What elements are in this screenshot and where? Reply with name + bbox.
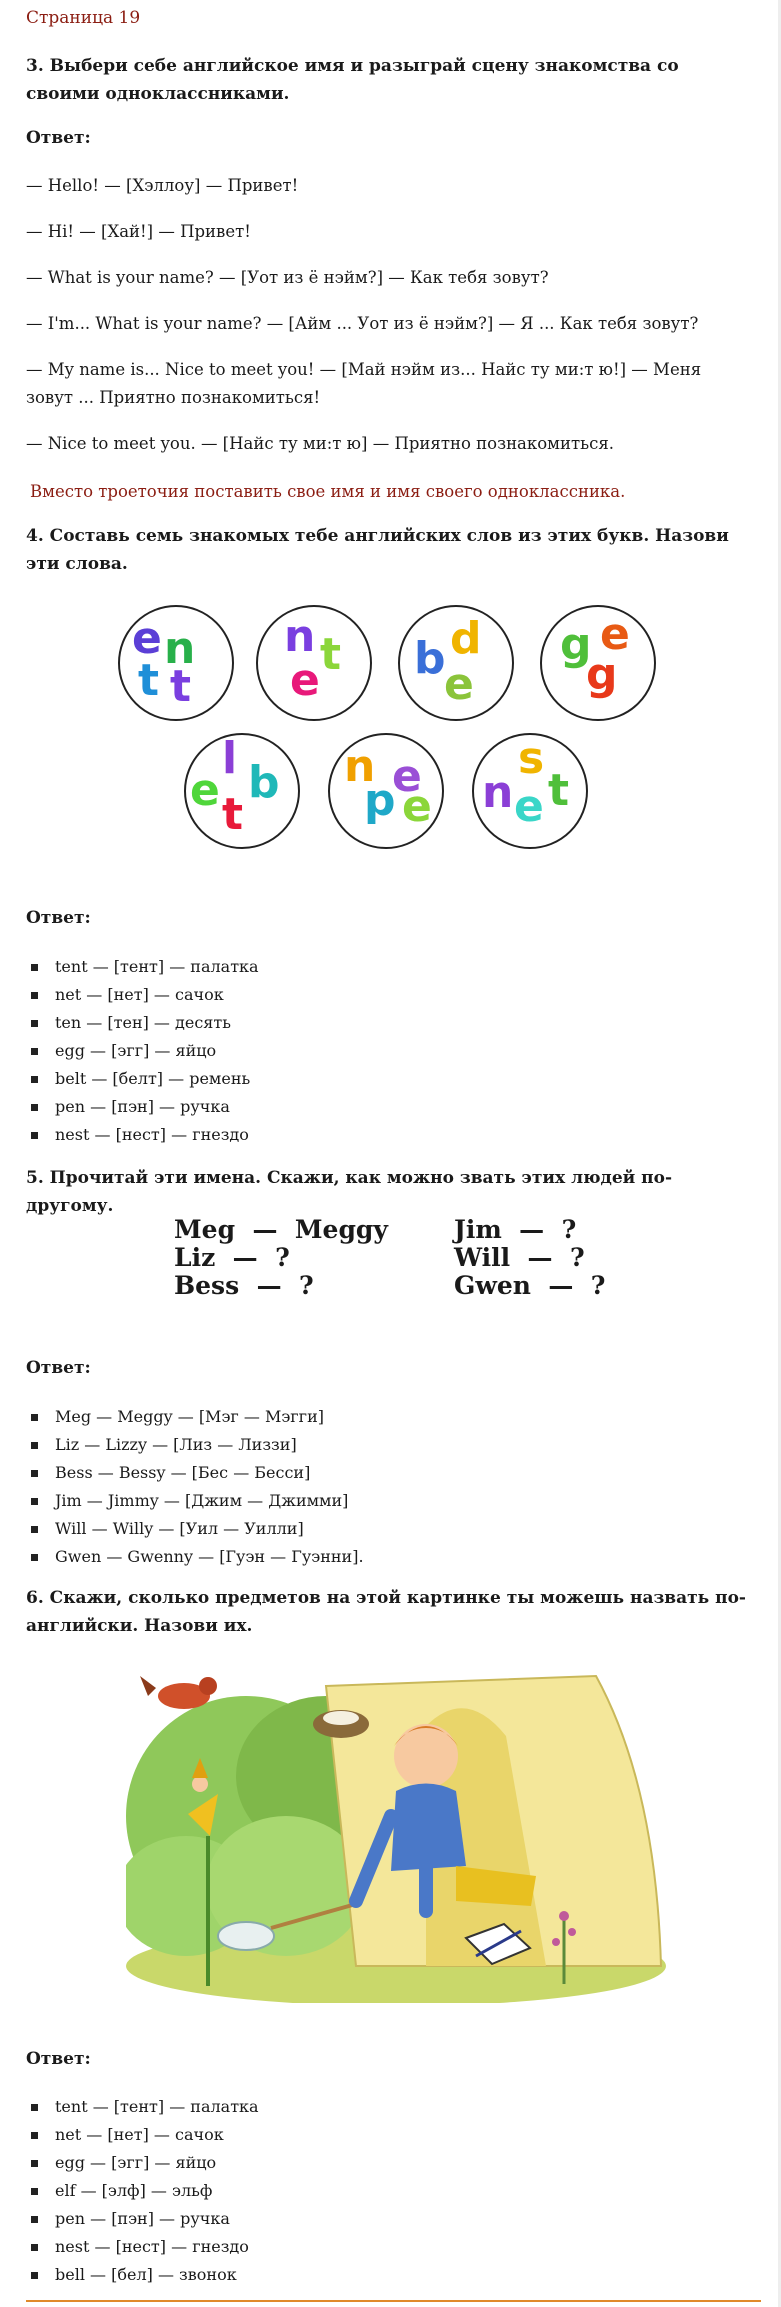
- task5-answer-label: Ответ:: [26, 1358, 91, 1378]
- letter: g: [560, 619, 592, 670]
- letter: n: [482, 767, 514, 818]
- name-pair: Will — ?: [454, 1243, 585, 1272]
- name-pair: Jim — ?: [454, 1215, 577, 1244]
- tent-scene-illustration: [126, 1666, 674, 2003]
- letter: e: [132, 613, 162, 664]
- names-left-column: [174, 1216, 388, 1300]
- list-item: egg — [эгг] — яйцо: [26, 2149, 259, 2177]
- task3-note: Вместо троеточия поставить свое имя и имя своего одноклассника.: [30, 482, 626, 501]
- letter: n: [164, 623, 196, 674]
- letter: e: [514, 781, 544, 832]
- task6-answer-list: [26, 2093, 259, 2289]
- page-label: Страница 19: [26, 8, 141, 28]
- list-item: tent — [тент] — палатка: [26, 953, 259, 981]
- task3-line-4: — I'm... What is your name? — [Айм ... Уот из ё нэйм?] — Я ... Как тебя зовут?: [26, 314, 699, 333]
- letter-bubble: [256, 605, 372, 721]
- letter: p: [364, 775, 396, 826]
- list-item: bell — [бел] — звонок: [26, 2261, 259, 2289]
- task3-line-6: — Nice to meet you. — [Найс ту ми:т ю] — Приятно познакомиться.: [26, 434, 614, 453]
- task4-answer-list: [26, 953, 259, 1149]
- name-pair: Liz — ?: [174, 1243, 290, 1272]
- list-item: ten — [тен] — десять: [26, 1009, 259, 1037]
- list-item: belt — [белт] — ремень: [26, 1065, 259, 1093]
- name-pair: Bess — ?: [174, 1271, 314, 1300]
- letter: t: [548, 765, 570, 816]
- task5-title: 5. Прочитай эти имена. Скажи, как можно звать этих людей по-другому.: [26, 1168, 673, 1216]
- letter-bubble: [184, 733, 300, 849]
- task5-answer-list: [26, 1403, 364, 1571]
- letter: e: [402, 781, 432, 832]
- names-right-column: [454, 1216, 605, 1300]
- letter: t: [320, 629, 342, 680]
- list-item: Gwen — Gwenny — [Гуэн — Гуэнни].: [26, 1543, 364, 1571]
- letter: l: [222, 733, 238, 784]
- nest-icon: [313, 1710, 369, 1738]
- list-item: Will — Willy — [Уил — Уилли]: [26, 1515, 364, 1543]
- task6-answer-label: Ответ:: [26, 2049, 91, 2069]
- name-pair: Meg — Meggy: [174, 1215, 388, 1244]
- task3-line-2: — Hi! — [Хай!] — Привет!: [26, 222, 251, 241]
- letter: b: [248, 757, 280, 808]
- list-item: Liz — Lizzy — [Лиз — Лиззи]: [26, 1431, 364, 1459]
- letter: e: [190, 765, 220, 816]
- letter: g: [586, 649, 618, 700]
- name-pair: Gwen — ?: [454, 1271, 606, 1300]
- letter-bubble: [118, 605, 234, 721]
- letter: t: [138, 655, 160, 706]
- task3-line-3: — What is your name? — [Уот из ё нэйм?] — Как тебя зовут?: [26, 268, 549, 287]
- task3-title: 3. Выбери себе английское имя и разыграй сцену знакомства со своими одноклассниками.: [26, 56, 679, 104]
- letter: e: [392, 751, 422, 802]
- list-item: Meg — Meggy — [Мэг — Мэгги]: [26, 1403, 364, 1431]
- divider: [26, 2300, 761, 2302]
- letter: b: [414, 633, 446, 684]
- list-item: pen — [пэн] — ручка: [26, 1093, 259, 1121]
- list-item: nest — [нест] — гнездо: [26, 2233, 259, 2261]
- letter-bubble: [328, 733, 444, 849]
- letter: t: [222, 789, 244, 840]
- list-item: Jim — Jimmy — [Джим — Джимми]: [26, 1487, 364, 1515]
- list-item: Bess — Bessy — [Бес — Бесси]: [26, 1459, 364, 1487]
- letter: d: [450, 613, 482, 664]
- list-item: tent — [тент] — палатка: [26, 2093, 259, 2121]
- task4-title: 4. Составь семь знакомых тебе английских слов из этих букв. Назови эти слова.: [26, 526, 729, 574]
- letter: e: [600, 609, 630, 660]
- letter-bubble: [472, 733, 588, 849]
- letter-bubble: [398, 605, 514, 721]
- task3-line-5: — My name is... Nice to meet you! — [Май нэйм из... Найс ту ми:т ю!] — Меня зовут ... Приятно познакомиться!: [26, 360, 702, 407]
- list-item: elf — [элф] — эльф: [26, 2177, 259, 2205]
- letter: n: [284, 611, 316, 662]
- list-item: nest — [нест] — гнездо: [26, 1121, 259, 1149]
- letter: e: [290, 655, 320, 706]
- task4-answer-label: Ответ:: [26, 908, 91, 928]
- list-item: egg — [эгг] — яйцо: [26, 1037, 259, 1065]
- list-item: net — [нет] — сачок: [26, 981, 259, 1009]
- letter: e: [444, 659, 474, 710]
- task6-title: 6. Скажи, сколько предметов на этой картинке ты можешь назвать по-английски. Назови их.: [26, 1588, 746, 1636]
- task3-answer-label: Ответ:: [26, 128, 91, 148]
- letter: s: [518, 733, 545, 784]
- letter-bubble: [540, 605, 656, 721]
- list-item: pen — [пэн] — ручка: [26, 2205, 259, 2233]
- letter: n: [344, 741, 376, 792]
- letter: t: [170, 661, 192, 712]
- list-item: net — [нет] — сачок: [26, 2121, 259, 2149]
- task3-line-1: — Hello! — [Хэллоу] — Привет!: [26, 176, 299, 195]
